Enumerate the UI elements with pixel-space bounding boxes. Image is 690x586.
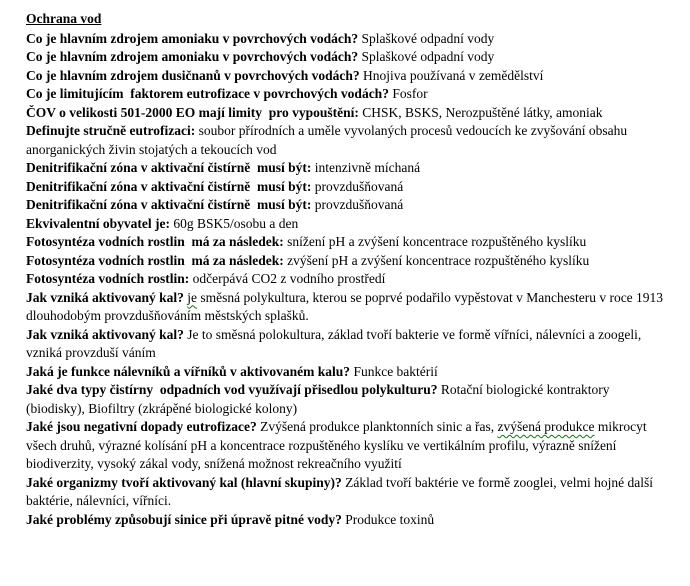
answer-text: 60g BSK5/osobu a den: [173, 215, 299, 231]
question-text: Fotosyntéza vodních rostlin má za následek:: [26, 252, 288, 268]
answer-text-spellchecked: zvýšená produkce: [497, 419, 595, 434]
answer-text: Základ tvoří baktérie ve formě zooglei, velmi hojné další baktérie, nálevníci, vířníci.: [26, 474, 657, 508]
answer-text: mikrocyt všech druhů, výrazné kolísání pH a koncentrace rozpuštěného kyslíku ve vertikálním profilu, výrazně snížení biodiverzity, vysoký zákal vody, snížená možnost rekreačního využití: [26, 419, 651, 471]
qa-entry: [26, 159, 668, 178]
qa-list: [26, 30, 668, 527]
answer-text: provzdušňovaná: [314, 178, 404, 194]
answer-text: Hnojiva používaná v zemědělství: [363, 67, 544, 83]
question-text: ČOV o velikosti 501-2000 EO mají limity pro vypouštění:: [26, 104, 363, 120]
answer-text: snížení pH a zvýšení koncentrace rozpuštěného kyslíku: [287, 234, 587, 249]
answer-text-spellchecked: je: [187, 289, 198, 305]
answer-text: Splaškové odpadní vody: [361, 30, 495, 46]
question-text: Fotosyntéza vodních rostlin:: [26, 271, 193, 286]
question-text: Denitrifikační zóna v aktivační čistírně musí být:: [26, 160, 315, 175]
qa-entry: [26, 196, 668, 215]
answer-text: Je to směsná polokultura, základ tvoří bakterie ve formě vířníci, nálevníci a zoogeli, vzniká provzduší váním: [26, 326, 645, 360]
question-text: Co je hlavním zdrojem dusičnanů v povrchových vodách?: [26, 67, 364, 83]
qa-entry: [26, 233, 668, 252]
qa-entry: [26, 363, 668, 382]
qa-entry: [26, 178, 668, 197]
answer-text: CHSK, BSKS, Nerozpuštěné látky, amoniak: [362, 104, 603, 120]
qa-entry: [26, 289, 668, 326]
qa-entry: [26, 30, 668, 49]
qa-entry: [26, 122, 668, 159]
question-text: Denitrifikační zóna v aktivační čistírně musí být:: [26, 197, 315, 212]
qa-entry: [26, 85, 668, 104]
document-title: Ochrana vod: [26, 11, 102, 26]
question-text: Jaké jsou negativní dopady eutrofizace?: [26, 419, 261, 434]
answer-text: směsná polykultura, kterou se poprvé podařilo vypěstovat v Manchesteru v roce 1913 dlouhodobým provzdušňováním městských splašků.: [26, 289, 667, 323]
qa-entry: [26, 215, 668, 234]
answer-text: Funkce baktérií: [353, 363, 438, 379]
qa-entry: [26, 270, 668, 289]
question-text: Definujte stručně eutrofizaci:: [26, 123, 199, 138]
qa-entry-partial: [26, 511, 668, 527]
question-text: Co je hlavním zdrojem amoniaku v povrchových vodách?: [26, 49, 362, 64]
answer-text: Zvýšená produkce planktonních sinic a řas,: [260, 419, 498, 434]
question-text: Co je limitujícím faktorem eutrofizace v povrchových vodách?: [26, 86, 393, 101]
answer-text: Fosfor: [392, 86, 428, 101]
qa-entry: [26, 326, 668, 363]
question-text: Jaká je funkce nálevníků a vířníků v aktivovaném kalu?: [26, 363, 354, 379]
answer-text: Produkce toxinů: [345, 511, 435, 527]
question-text: Ekvivalentní obyvatel je:: [26, 215, 174, 231]
question-text: Jaké dva typy čistírny odpadních vod využívají přisedlou polykulturu?: [26, 382, 441, 397]
qa-entry: [26, 104, 668, 123]
question-text: Jak vzniká aktivovaný kal?: [26, 289, 188, 305]
answer-text: soubor přírodních a uměle vyvolaných procesů vedoucích ke zvyšování obsahu anorganických živin stojatých a tekoucích vod: [26, 123, 631, 157]
question-text: Jak vzniká aktivovaný kal?: [26, 326, 188, 342]
answer-text: Rotační biologické kontraktory (biodisky), Biofiltry (zkrápěné biologické kolony): [26, 382, 613, 416]
question-text: Denitrifikační zóna v aktivační čistírně musí být:: [26, 178, 315, 194]
answer-text: Splaškové odpadní vody: [361, 49, 495, 64]
answer-text: provzdušňovaná: [314, 197, 404, 212]
qa-entry: [26, 67, 668, 86]
qa-entry: [26, 474, 668, 511]
question-text: Jaké organizmy tvoří aktivovaný kal (hlavní skupiny)?: [26, 474, 346, 490]
answer-text: zvýšení pH a zvýšení koncentrace rozpuštěného kyslíku: [287, 252, 590, 268]
qa-entry: [26, 381, 668, 418]
answer-text: intenzivně míchaná: [314, 160, 421, 175]
question-text: Fotosyntéza vodních rostlin má za následek:: [26, 234, 288, 249]
answer-text: odčerpává CO2 z vodního prostředí: [192, 271, 386, 286]
qa-entry: [26, 48, 668, 67]
question-text: Jaké problémy způsobují sinice při úpravě pitné vody?: [26, 511, 346, 527]
qa-entry: [26, 252, 668, 271]
qa-entry: [26, 418, 668, 474]
question-text: Co je hlavním zdrojem amoniaku v povrchových vodách?: [26, 30, 362, 46]
